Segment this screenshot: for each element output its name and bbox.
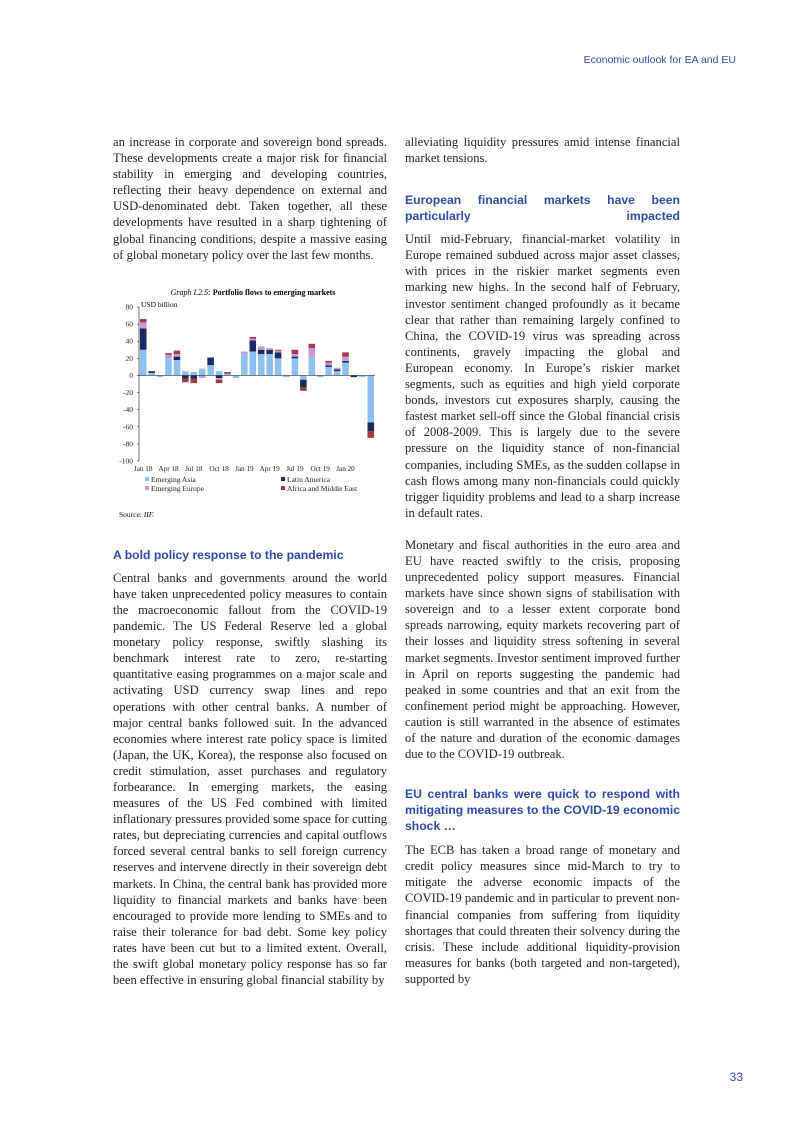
bar-segment-emerging-asia	[292, 358, 299, 375]
chart-legend	[145, 475, 358, 493]
bar-segment-latin-america	[140, 328, 147, 349]
portfolio-flows-chart	[113, 284, 387, 524]
x-tick-label: Oct 18	[209, 464, 229, 473]
legend-label: Africa and Middle East	[287, 483, 358, 493]
left-paragraph-2: Central banks and governments around the world have taken unprecedented policy measures to contain the macroeconomic fallout from the COVID-19 pandemic. The US Federal Reserve led a global monetary policy response, swiftly slashing its benchmark interest rate to zero, re-starting quantitative easing programmes on a major scale and activating USD currency swap lines and repo operations with other central banks. A number of major central banks followed suit. In the advanced economies where interest rate policy space is limited (Japan, the UK, Korea), the response also focused on credit stimulation, asset purchases and regulatory forbearance. In emerging markets, the easing measures of the US Fed combined with limited inflationary pressures provided some space for cutting rates, but depreciating currencies and capital outflows forced several central banks to sell foreign currency reserves and intervene directly in their sovereign debt markets. In China, the central bank has provided more liquidity to financial markets and banks have been encouraged to provide more lending to SMEs and to raise their tolerance for bad debt. Some key policy rates have been cut but to a limited extent. Overall, the swift global monetary policy response has so far been effective in ensuring global financial stability by	[113, 570, 387, 988]
bar-segment-latin-america	[300, 379, 307, 387]
bar-segment-latin-america	[334, 369, 341, 371]
bar-segment-latin-america	[216, 375, 223, 378]
bar-segment-africa-and-middle-east	[275, 350, 282, 351]
chart-unit-label: USD billion	[141, 299, 178, 309]
bar-segment-emerging-asia	[233, 375, 240, 378]
right-column	[405, 134, 680, 987]
right-paragraph-3: Monetary and fiscal authorities in the euro area and EU have reacted swiftly to the crisis, proposing unprecedented policy support measures. Financial markets have since shown signs of stabilisation with sovereign and to a lesser extent corporate bond spreads narrowing, equity markets recovering part of their losses and liquidity stress softening in several market segments. Investor sentiment improved further in April on reports suggesting the pandemic had peaked in some countries and that an exit from the confinement period might be approaching. However, caution is still warranted in the absence of estimates of the nature and duration of the economic damages due to the COVID-19 outbreak.	[405, 537, 680, 762]
bar-segment-emerging-asia	[342, 362, 349, 375]
bar-segment-africa-and-middle-east	[165, 353, 172, 355]
right-paragraph-4: The ECB has taken a broad range of monetary and credit policy measures since mid-March to try to mitigate the adverse economic impacts of the COVID-19 pandemic and in particular to prevent non-financial companies from suffering from liquidity shortages that could threaten their solvency during the crisis. These include additional liquidity-provision measures for banks (both targeted and non-targeted), supported by	[405, 843, 680, 986]
bar-segment-latin-america	[191, 375, 198, 378]
bar-segment-emerging-asia	[148, 373, 155, 376]
bar-segment-emerging-asia	[199, 368, 206, 375]
bar-segment-emerging-europe	[199, 375, 206, 378]
bar-segment-emerging-europe	[342, 356, 349, 360]
bar-segment-emerging-asia	[241, 354, 248, 375]
legend-swatch	[145, 486, 149, 490]
bar-segment-emerging-asia	[216, 371, 223, 375]
bar-segment-emerging-asia	[258, 354, 265, 375]
bar-segment-africa-and-middle-east	[250, 337, 257, 339]
x-tick-label: Jan 19	[235, 464, 254, 473]
bar-segment-latin-america	[174, 356, 181, 359]
bar-segment-emerging-asia	[140, 350, 147, 376]
x-tick-label: Apr 19	[259, 464, 280, 473]
left-column	[113, 134, 387, 988]
y-tick-label: -20	[123, 387, 133, 397]
bar-segment-emerging-europe	[325, 362, 332, 365]
bar-segment-emerging-asia	[300, 375, 307, 379]
x-tick-label: Jan 20	[336, 464, 355, 473]
bar-segment-africa-and-middle-east	[342, 352, 349, 356]
y-tick-label: 80	[125, 302, 133, 312]
bar-segment-emerging-asia	[368, 375, 375, 422]
bar-segment-africa-and-middle-east	[182, 379, 189, 382]
x-tick-label: Jul 19	[286, 464, 304, 473]
bar-segment-emerging-europe	[292, 354, 299, 357]
bar-segment-emerging-europe	[266, 348, 273, 350]
bar-segment-emerging-europe	[334, 367, 341, 369]
legend-label: Latin America	[287, 474, 331, 484]
bar-segment-latin-america	[250, 340, 257, 351]
x-tick-label: Oct 19	[310, 464, 330, 473]
bar-segment-latin-america	[266, 350, 273, 354]
bar-segment-emerging-asia	[266, 354, 273, 375]
bar-segment-africa-and-middle-east	[174, 350, 181, 353]
legend-label: Emerging Europe	[151, 483, 204, 493]
bar-segment-emerging-asia	[165, 358, 172, 375]
bar-segment-latin-america	[325, 365, 332, 367]
bar-segment-emerging-europe	[275, 350, 282, 352]
y-tick-label: 0	[129, 370, 133, 380]
bar-segment-africa-and-middle-east	[309, 344, 316, 348]
chart-source: Source: IIF.	[119, 509, 155, 519]
bar-segment-latin-america	[258, 350, 265, 354]
bar-segment-latin-america	[342, 361, 349, 363]
bar-segment-emerging-asia	[174, 360, 181, 375]
y-tick-label: 60	[125, 319, 133, 329]
bar-segment-emerging-asia	[182, 371, 189, 375]
bar-segment-emerging-europe	[174, 354, 181, 357]
bar-segment-emerging-asia	[191, 372, 198, 375]
bar-segment-emerging-asia	[250, 351, 257, 375]
legend-swatch	[145, 477, 149, 481]
legend-swatch	[281, 477, 285, 481]
bar-segment-africa-and-middle-east	[300, 387, 307, 390]
bar-segment-latin-america	[148, 371, 155, 373]
bar-segment-africa-and-middle-east	[140, 319, 147, 322]
heading-policy-response: A bold policy response to the pandemic	[113, 547, 344, 562]
bar-segment-africa-and-middle-east	[224, 372, 231, 374]
heading-eu-central-banks: EU central banks were quick to respond with mitigating measures to the COVID-19 economic shock …	[405, 787, 680, 834]
heading-european-markets: European financial markets have been particularly impacted	[405, 193, 680, 224]
right-paragraph-1: alleviating liquidity pressures amid intense financial market tensions.	[405, 135, 680, 166]
bar-segment-emerging-europe	[241, 351, 248, 354]
bar-segment-africa-and-middle-east	[368, 431, 375, 438]
bar-segment-africa-and-middle-east	[325, 361, 332, 363]
y-tick-label: -40	[123, 404, 133, 414]
bar-segment-africa-and-middle-east	[216, 379, 223, 382]
x-tick-label: Jul 18	[185, 464, 203, 473]
graph-block	[113, 284, 387, 524]
bar-segment-emerging-europe	[258, 346, 265, 349]
bar-segment-africa-and-middle-east	[191, 379, 198, 383]
bar-segment-emerging-europe	[140, 322, 147, 328]
bar-segment-emerging-europe	[309, 348, 316, 357]
bar-segment-latin-america	[182, 375, 189, 378]
bar-segment-latin-america	[292, 356, 299, 358]
bar-segment-latin-america	[368, 422, 375, 431]
bar-segment-emerging-europe	[216, 378, 223, 380]
y-tick-label: -100	[119, 456, 133, 466]
left-paragraph-1: an increase in corporate and sovereign bond spreads. These developments create a major risk for financial stability in emerging and developing countries, reflecting their heavy dependence on external and USD-denominated debt. Taken together, all these developments have resulted in a sharp tightening of global financing conditions, despite a massive easing of global monetary policy over the last few months.	[113, 135, 387, 262]
bar-segment-emerging-asia	[309, 356, 316, 375]
x-tick-label: Jan 18	[133, 464, 153, 473]
bar-segment-africa-and-middle-east	[292, 350, 299, 354]
bar-segment-latin-america	[207, 357, 214, 365]
page-number: 33	[729, 1070, 743, 1084]
bar-segment-emerging-europe	[250, 338, 257, 340]
y-tick-label: 20	[125, 353, 133, 363]
y-tick-label: -80	[123, 439, 133, 449]
x-tick-label: Apr 18	[158, 464, 179, 473]
bar-segment-emerging-asia	[325, 367, 332, 376]
y-tick-label: -60	[123, 422, 133, 432]
legend-swatch	[281, 486, 285, 490]
legend-label: Emerging Asia	[151, 474, 196, 484]
bar-segment-emerging-europe	[165, 355, 172, 358]
running-header: Economic outlook for EA and EU	[583, 54, 736, 66]
chart-title: Graph I.2.5: Portfolio flows to emerging markets	[170, 287, 336, 297]
right-paragraph-2: Until mid-February, financial-market volatility in Europe remained subdued across major asset classes, with prices in the riskier market segments even marking new highs. In the second half of February, investor sentiment changed profoundly as it became clear that rather than remaining largely confined to China, the COVID-19 virus was spreading across continents, gravely impacting the global and European economy. In Europe’s riskier market segments, such as equities and high yield corporate bonds, investors cut exposures sharply, causing the fastest market sell-off since the Global financial crisis of 2008-2009. This is largely due to the severe pressure on the liquidity stance of non-financial companies, including SMEs, as the sudden collapse in cash flows among many non-financials could quickly trigger liquidity problems and lead to a sharp increase in default rates.	[405, 232, 680, 520]
y-tick-label: 40	[125, 336, 133, 346]
bar-segment-emerging-asia	[275, 358, 282, 375]
bar-segment-emerging-asia	[207, 365, 214, 375]
bar-segment-emerging-asia	[334, 371, 341, 375]
bar-segment-latin-america	[275, 352, 282, 358]
